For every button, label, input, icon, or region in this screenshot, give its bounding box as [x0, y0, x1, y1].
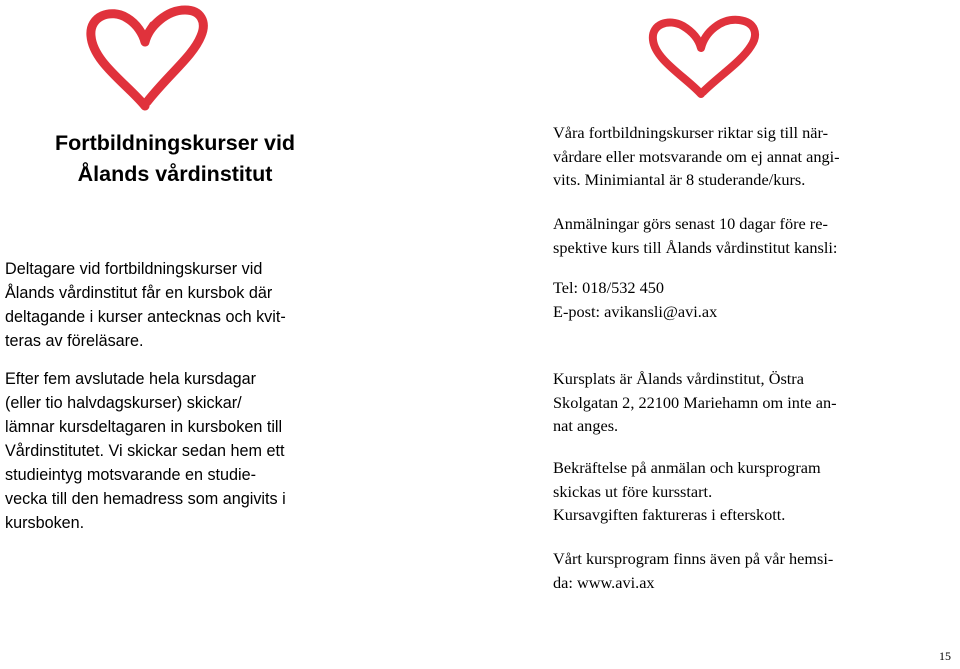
- phone-text: Tel: 018/532 450: [553, 278, 665, 297]
- location-paragraph: Kursplats är Ålands vårdinstitut, Östra Skolgatan 2, 22100 Mariehamn om inte an- nat anges.: [553, 369, 837, 435]
- page-title: [20, 128, 330, 190]
- registration-paragraph: Anmälningar görs senast 10 dagar före re- spektive kurs till Ålands vårdinstitut kansli:: [553, 214, 838, 257]
- certificate-paragraph: Efter fem avslutade hela kursdagar (eller tio halvdagskurser) skickar/ lämnar kursdeltagaren in kursboken till Vårdinstitutet. Vi skickar sedan hem ett studieintyg motsvarande en studie- vecka till den hemadress som angivits i kursboken.: [5, 370, 286, 532]
- email-text: E-post: avikansli@avi.ax: [553, 302, 718, 321]
- left-column: [0, 0, 370, 669]
- title-line-1: Fortbildningskurser vid: [54, 131, 296, 155]
- confirmation-paragraph: Bekräftelse på anmälan och kursprogram skickas ut före kursstart. Kursavgiften faktureras i efterskott.: [553, 458, 821, 524]
- title-line-2: Ålands vårdinstitut: [77, 162, 273, 186]
- page-number: 15: [939, 649, 951, 663]
- heart-icon: [645, 14, 763, 98]
- participant-paragraph: Deltagare vid fortbildningskurser vid Ålands vårdinstitut får en kursbok där deltagande i kurser antecknas och kvit- teras av föreläsare.: [5, 260, 286, 350]
- website-paragraph: Vårt kursprogram finns även på vår hemsi- da: www.avi.ax: [553, 549, 834, 592]
- target-group-paragraph: Våra fortbildningskurser riktar sig till när- vårdare eller motsvarande om ej annat angi- vits. Minimiantal är 8 studerande/kurs.: [553, 123, 840, 189]
